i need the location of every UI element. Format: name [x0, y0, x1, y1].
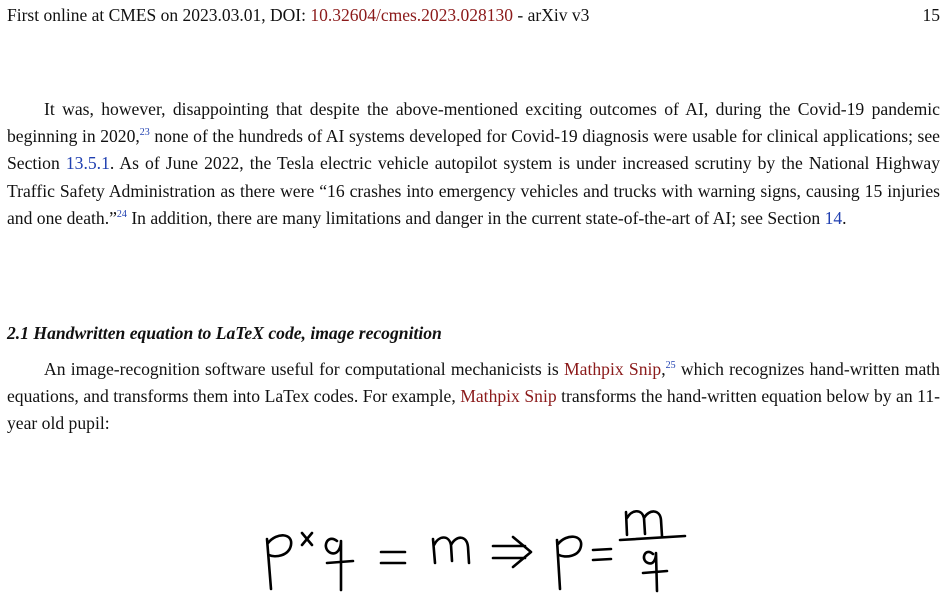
section-14-link[interactable]: 14 — [824, 207, 843, 228]
p2-text-4: transforms the hand-written equation below by an 11-year old pupil: — [7, 386, 940, 434]
running-header — [7, 4, 940, 26]
hw-p2-bowl — [558, 537, 581, 557]
hw-frac-q-cross — [643, 571, 667, 573]
p2-text-1: An image-recognition software useful for computational mechanicists is — [44, 359, 565, 379]
doi-link[interactable]: 10.32604/cmes.2023.028130 — [310, 5, 514, 25]
hw-equals-2 — [593, 549, 611, 560]
p1-text-1: It was, however, disappointing that despite the above-mentioned exciting outcomes of AI, during the Covid-19 pandemic beginning in 2020, — [7, 99, 940, 147]
paragraph-ai-limitations — [7, 96, 940, 232]
p1-text-5: . — [842, 207, 847, 228]
footnote-24-link[interactable]: 24 — [116, 208, 127, 220]
hw-p-stem — [267, 539, 271, 589]
mathpix-snip-link-1[interactable]: Mathpix Snip — [564, 359, 662, 379]
p1-text-3: . As of June 2022, the Tesla electric vehicle autopilot system is under increased scrutiny by the National Highway Traffic Safety Administration as there were “16 crashes into emergency vehicles and trucks with warning signs, causing 15 injuries and one death.” — [7, 153, 941, 228]
hw-m — [433, 538, 469, 564]
p2-text-2: , — [661, 359, 666, 379]
hw-times — [302, 533, 312, 545]
p1-text-4: In addition, there are many limitations and danger in the current state-of-the-art of AI; see Section — [126, 207, 825, 228]
handwritten-equation-image — [255, 505, 700, 595]
footnote-25-link[interactable]: 25 — [665, 360, 676, 372]
hw-equals-1 — [381, 552, 405, 563]
hw-p2-stem — [557, 540, 560, 589]
page-number: 15 — [922, 5, 940, 25]
hw-q — [326, 539, 341, 590]
hw-p-bowl — [268, 535, 291, 556]
mathpix-snip-link-2[interactable]: Mathpix Snip — [460, 386, 557, 407]
paragraph-mathpix — [7, 356, 940, 438]
header-prefix: First online at CMES on 2023.03.01, DOI: — [7, 5, 311, 25]
hw-frac-bar — [620, 536, 685, 540]
header-suffix: - arXiv v3 — [513, 5, 590, 25]
footnote-23-link[interactable]: 23 — [139, 127, 150, 139]
hw-frac-m — [626, 511, 662, 536]
hw-q-cross — [327, 561, 353, 563]
section-13-5-1-link[interactable]: 13.5.1 — [65, 153, 110, 174]
p2-text-3: which recognizes hand-written math equations, and transforms them into LaTex codes. For example, — [7, 359, 940, 407]
hw-implies-arrow — [493, 537, 531, 567]
section-heading: 2.1 Handwritten equation to LaTeX code, image recognition — [7, 323, 442, 343]
p1-text-2: none of the hundreds of AI systems developed for Covid-19 diagnosis were usable for clinical applications; see Section — [7, 126, 940, 174]
